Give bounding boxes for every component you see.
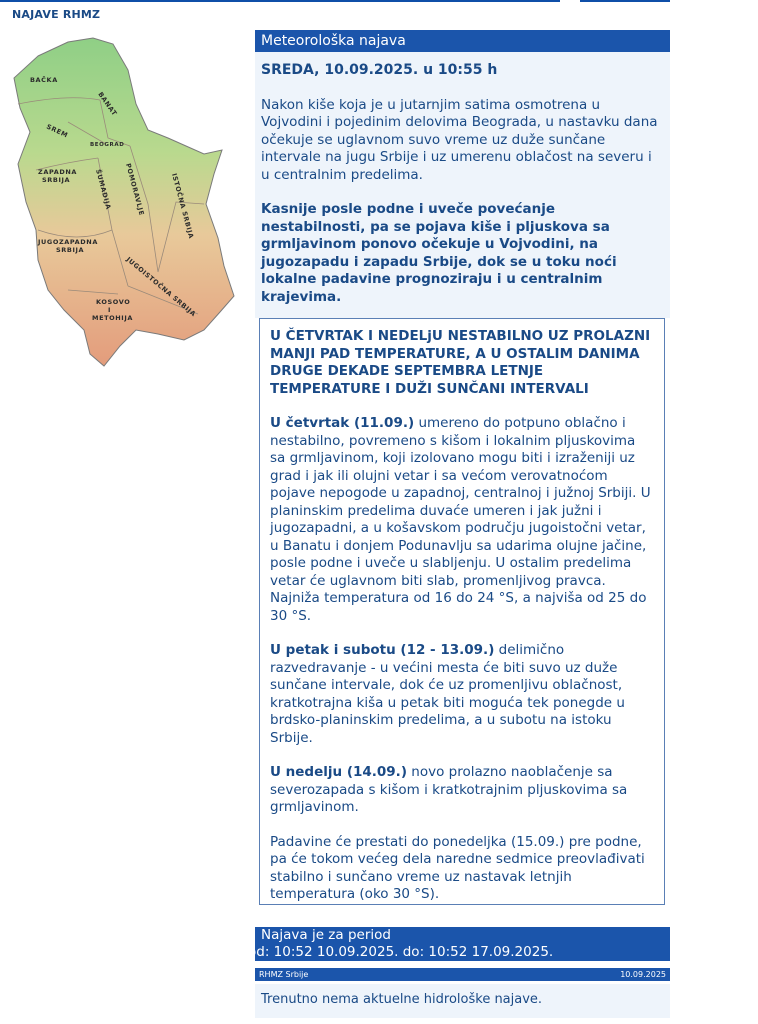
map-label-pomoravlje: POMORAVLJE [124, 162, 146, 217]
map-label-istocna: ISTOČNA SRBIJA [170, 172, 196, 240]
sidebar-title: NAJAVE RHMZ [12, 8, 101, 21]
map-label-zapadna-2: SRBIJA [42, 176, 71, 184]
hydro-text: Trenutno nema aktuelne hidrološke najave. [261, 992, 543, 1007]
map-label-kosovo-2: I [108, 306, 112, 314]
period-range: od: 10:52 10.09.2025. do: 10:52 17.09.2025. [248, 944, 554, 960]
day-label: U nedelju (14.09.) [270, 764, 407, 780]
intro-warning: Kasnije posle podne i uveče povećanje nestabilnosti, pa se pojava kiše i pljuskova sa grmljavinom ponovo očekuje u Vojvodini, na jugozapadu i zapadu Srbije, dok se u toku noći lokalne padavine prognoziraju i u centralnim krajevima. [261, 201, 617, 305]
map-label-kosovo-1: KOSOVO [96, 298, 131, 306]
forecast-day-sunday [270, 764, 654, 817]
map-label-beograd: BEOGRAD [90, 142, 125, 148]
forecast-heading: U ČETVRTAK I NEDELjU NESTABILNO UZ PROLAZNI MANJI PAD TEMPERATURE, A U OSTALIM DANIMA DRUGE DEKADE SEPTEMBRA LETNJE TEMPERATURE I DUŽI SUNČANI INTERVALI [270, 328, 651, 397]
map-label-kosovo-3: METOHIJA [92, 314, 133, 322]
map-label-sumadija: ŠUMADIJA [94, 168, 113, 211]
day-label: U petak i subotu (12 - 13.09.) [270, 642, 495, 658]
footer-source: RHMZ Srbije [259, 970, 309, 979]
map-label-zapadna-1: ZAPADNA [38, 168, 78, 176]
hydro-panel [255, 984, 670, 1018]
footer-bar [255, 968, 670, 981]
map-label-srem: SREM [45, 122, 70, 140]
map-label-banat: BANAT [96, 90, 119, 118]
footer-date: 10.09.2025 [620, 970, 666, 979]
forecast-day-thursday [270, 415, 654, 625]
day-text: novo prolazno naoblačenje sa severozapada s kišom i kratkotrajnim pljuskovima sa grmljavinom. [270, 764, 628, 815]
day-label: U četvrtak (11.09.) [270, 415, 415, 431]
intro-paragraph: Nakon kiše koja je u jutarnjim satima osmotrena u Vojvodini i pojedinim delovima Beograda, u nastavku dana očekuje se uglavnom suvo vreme uz duže sunčane intervale na jugu Srbije i uz umerenu oblačost na severu i u centralnim predelima. [261, 96, 658, 183]
forecast-box [259, 318, 665, 905]
period-label: Najava je za period [261, 927, 391, 943]
top-border [0, 0, 560, 2]
forecast-date: SREDA, 10.09.2025. u 10:55 h [261, 62, 498, 78]
map-label-backa: BAČKA [30, 76, 58, 84]
period-bar [248, 927, 670, 961]
main-column [255, 30, 670, 318]
top-border-right [580, 0, 670, 2]
day-text: delimično razvedravanje - u većini mesta će biti suvo uz duže sunčane intervale, dok će uz promenljivu oblačnost, kratkotrajna kiša u petak biti moguća tek ponegde u brdsko-planinskim predelima, a u subotu na istoku Srbije. [270, 642, 625, 746]
day-text: umereno do potpuno oblačno i nestabilno, povremeno s kišom i lokalnim pljuskovima sa grmljavinom, koji izolovano mogu biti i izraženiji uz grad i jak ili olujni vetar i sa većom verovatnoćom pojave nepogode u zapadnoj, centralnoj i južnoj Srbiji. U planinskim predelima duvaće umeren i jak južni i jugozapadni, a u košavskom području jugoistočni vetar, u Banatu i donjem Podunavlju sa udarima olujne jačine, posle podne i uveče u slabljenju. U ostalim predelima vetar će uglavnom biti slab, promenljivog pravca. Najniža temperatura od 16 do 24 °S, a najviša od 25 do 30 °S. [270, 415, 651, 624]
forecast-closing: Padavine će prestati do ponedeljka (15.09.) pre podne, pa će tokom većeg dela naredne sedmice preovlađivati stabilno i sunčano vreme uz nastavak letnjih temperatura (oko 30 °S). [270, 833, 645, 902]
intro-panel [255, 52, 670, 318]
map-label-jugoistocna: JUGOISTOČNA SRBIJA [124, 255, 198, 319]
map-label-jugozapadna-1: JUGOZAPADNA [38, 238, 98, 246]
map-label-jugozapadna-2: SRBIJA [56, 246, 85, 254]
serbia-region-map[interactable] [8, 34, 246, 370]
forecast-day-friday-saturday [270, 642, 654, 747]
page-title: Meteorološka najava [255, 30, 670, 52]
